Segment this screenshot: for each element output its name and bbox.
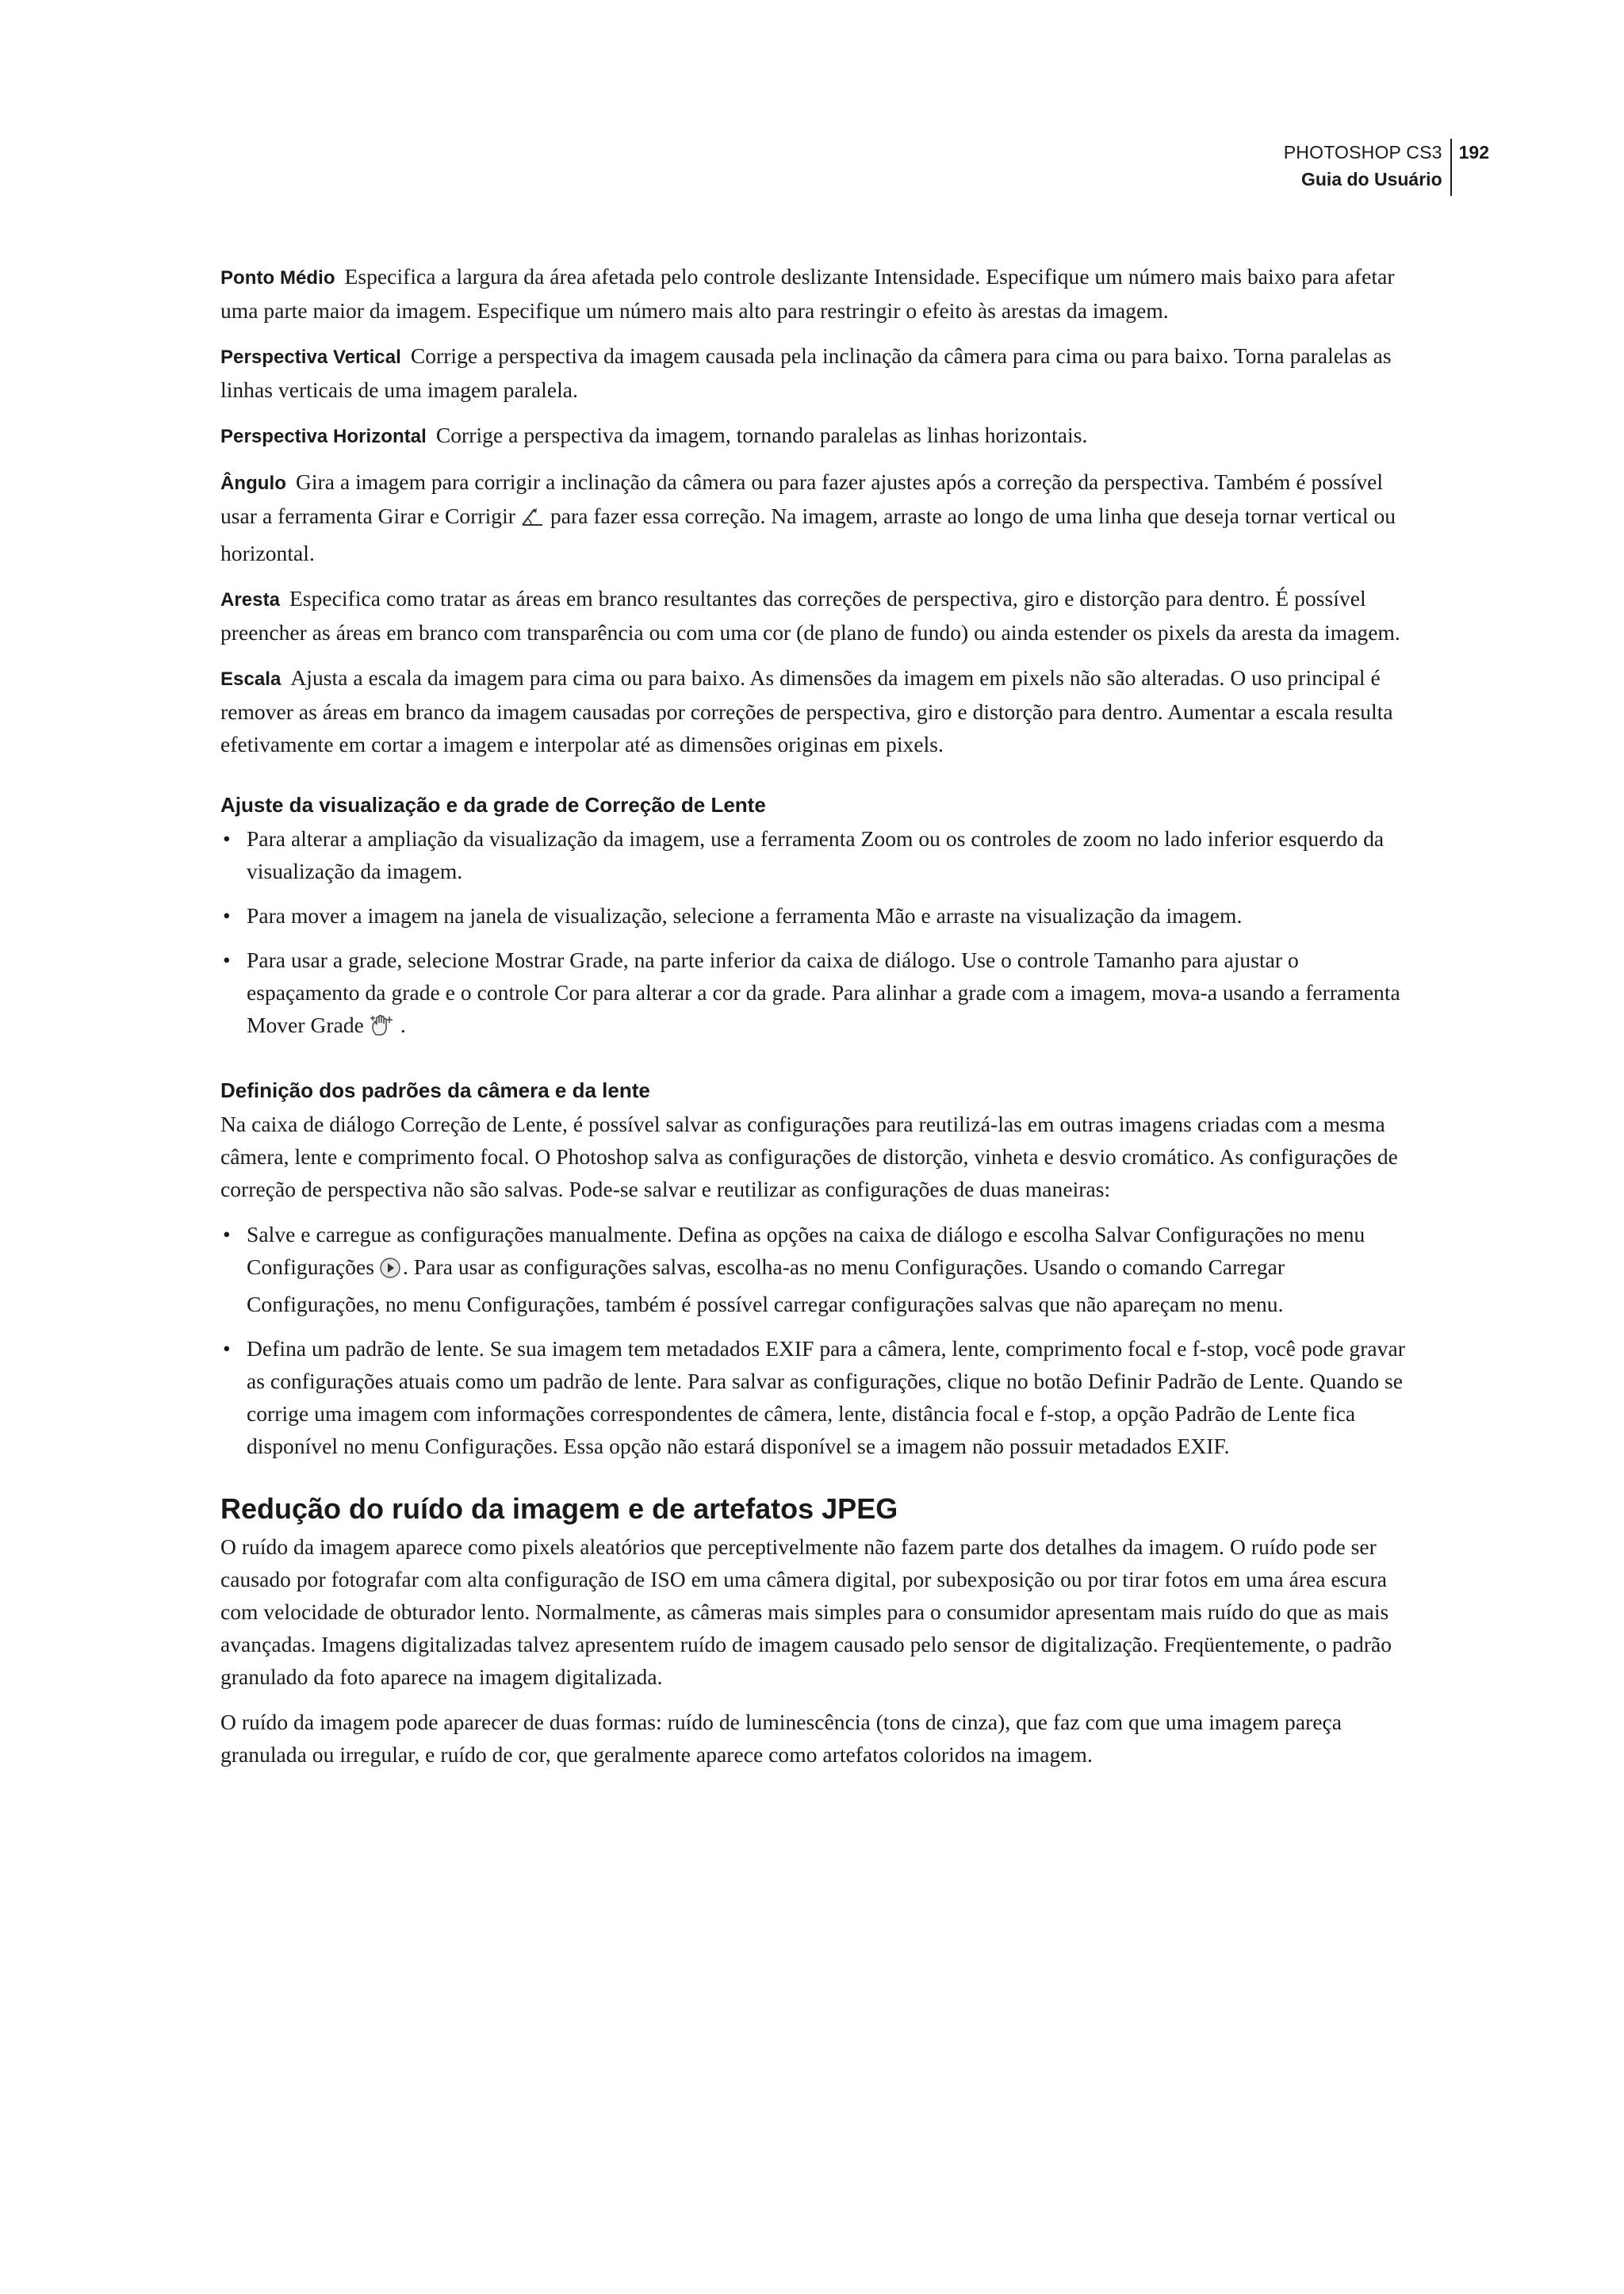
- list-item: [220, 822, 1410, 887]
- defaults-section-list: [220, 1218, 1410, 1462]
- definition-text-continued: para fazer essa correção. Na imagem, arraste ao longo de uma linha que deseja tornar vertical ou horizontal.: [220, 504, 1396, 565]
- header-product-title: PHOTOSHOP CS3: [1283, 142, 1442, 163]
- definition-text: Corrige a perspectiva da imagem, tornando paralelas as linhas horizontais.: [435, 423, 1088, 447]
- grid-section-list: [220, 822, 1410, 1046]
- definition-term: Ângulo: [220, 473, 286, 494]
- page-content: [220, 260, 1410, 1783]
- definition-term: Ponto Médio: [220, 267, 335, 289]
- noise-paragraph-1: O ruído da imagem aparece como pixels aleatórios que perceptivelmente não fazem parte dos detalhes da imagem. O ruído pode ser causado por fotografar com alta configuração de ISO em uma câmera digital, por subexposição ou por tirar fotos em uma área escura com velocidade de obturador lento. Normalmente, as câmeras mais simples para o consumidor apresentam mais ruído do que as mais avançadas. Imagens digitalizadas talvez apresentem ruído de imagem causado pelo sensor de digitalização. Freqüentemente, o padrão granulado da foto aparece na imagem digitalizada.: [220, 1534, 1392, 1689]
- definition-text: Especifica a largura da área afetada pelo controle deslizante Intensidade. Especifique um número mais baixo para afetar uma parte maior da imagem. Especifique um número mais alto para restringir o efeito às arestas da imagem.: [220, 264, 1395, 323]
- noise-paragraph-2: O ruído da imagem pode aparecer de duas formas: ruído de luminescência (tons de cinza), que faz com que uma imagem pareça granulada ou irregular, e ruído de cor, que geralmente aparece como artefatos coloridos na imagem.: [220, 1710, 1342, 1767]
- definition-aresta: [220, 582, 1410, 649]
- list-item-text: Para usar a grade, selecione Mostrar Grade, na parte inferior da caixa de diálogo. Use o controle Tamanho para ajustar o espaçamento da grade e o controle Cor para alterar a cor da grade. Para alinhar a grade com a imagem, mova-a usando a ferramenta Mover Grade: [247, 948, 1400, 1037]
- move-grid-hand-icon: [369, 1013, 396, 1046]
- noise-section-heading: Redução do ruído da imagem e de artefatos JPEG: [220, 1492, 898, 1525]
- list-item: [220, 1332, 1410, 1462]
- definition-ponto-medio: [220, 260, 1410, 327]
- definition-term: Escala: [220, 668, 282, 690]
- grid-section-heading: Ajuste da visualização e da grade de Correção de Lente: [220, 793, 766, 817]
- list-item: [220, 899, 1410, 932]
- straighten-tool-icon: [520, 504, 546, 537]
- definition-perspectiva-vertical: [220, 339, 1410, 406]
- defaults-section-heading: Definição dos padrões da câmera e da lente: [220, 1078, 650, 1102]
- definition-text: Especifica como tratar as áreas em branco resultantes das correções de perspectiva, giro e distorção para dentro. É possível preencher as áreas em branco com transparência ou com uma cor (de plano de fundo) ou ainda estender os pixels da aresta da imagem.: [220, 586, 1400, 645]
- definition-text: Gira a imagem para corrigir a inclinação da câmera ou para fazer ajustes após a correção da perspectiva. Também é possível usar a ferramenta Girar e Corrigir: [220, 469, 1384, 528]
- header-titles: [1284, 139, 1452, 196]
- page-number: 192: [1458, 142, 1489, 163]
- defaults-section-intro: Na caixa de diálogo Correção de Lente, é possível salvar as configurações para reutilizá-las em outras imagens criadas com a mesma câmera, lente e comprimento focal. O Photoshop salva as configurações de distorção, vinheta e desvio cromático. As configurações de correção de perspectiva não são salvas. Pode-se salvar e reutilizar as configurações de duas maneiras:: [220, 1112, 1398, 1201]
- list-item-text: Salve e carregue as configurações manualmente. Defina as opções na caixa de diálogo e escolha Salvar Configurações no menu Configurações: [247, 1222, 1365, 1279]
- definition-text: Corrige a perspectiva da imagem causada pela inclinação da câmera para cima ou para baixo. Torna paralelas as linhas verticais de uma imagem paralela.: [220, 343, 1392, 402]
- list-item-text-end: .: [400, 1013, 406, 1037]
- list-item-text: Defina um padrão de lente. Se sua imagem tem metadados EXIF para a câmera, lente, comprimento focal e f-stop, você pode gravar as configurações atuais como um padrão de lente. Para salvar as configurações, clique no botão Definir Padrão de Lente. Quando se corrige uma imagem com informações correspondentes de câmera, lente, distância focal e f-stop, a opção Padrão de Lente fica disponível no menu Configurações. Essa opção não estará disponível se a imagem não possuir metadados EXIF.: [247, 1336, 1405, 1458]
- header-guide-title: Guia do Usuário: [1300, 169, 1442, 190]
- list-item: [220, 1218, 1410, 1320]
- list-item-text: Para alterar a ampliação da visualização da imagem, use a ferramenta Zoom ou os controles de zoom no lado inferior esquerdo da visualização da imagem.: [247, 826, 1385, 883]
- settings-menu-arrow-icon: [379, 1255, 401, 1288]
- list-item: [220, 944, 1410, 1046]
- definition-perspectiva-horizontal: [220, 419, 1410, 453]
- list-item-text-end: . Para usar as configurações salvas, escolha-as no menu Configurações. Usando o comando Carregar Configurações, no menu Configurações, também é possível carregar configurações salvas que não apareçam no menu.: [247, 1254, 1285, 1316]
- running-header: [1284, 139, 1489, 196]
- definition-term: Aresta: [220, 589, 281, 611]
- definition-term: Perspectiva Horizontal: [220, 426, 427, 447]
- definition-escala: [220, 661, 1410, 760]
- list-item-text: Para mover a imagem na janela de visualização, selecione a ferramenta Mão e arraste na visualização da imagem.: [247, 903, 1243, 928]
- definition-text: Ajusta a escala da imagem para cima ou para baixo. As dimensões da imagem em pixels não são alteradas. O uso principal é remover as áreas em branco da imagem causadas por correções de perspectiva, giro e distorção para dentro. Aumentar a escala resulta efetivamente em cortar a imagem e interpolar até as dimensões originas em pixels.: [220, 665, 1393, 756]
- definition-term: Perspectiva Vertical: [220, 347, 401, 368]
- definition-angulo: [220, 465, 1410, 569]
